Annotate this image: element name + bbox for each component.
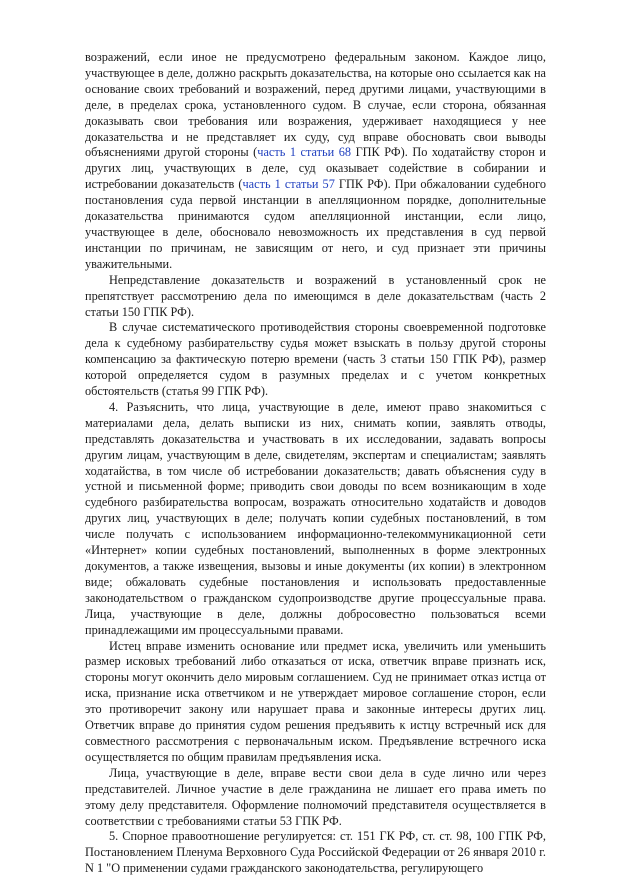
paragraph-legal-basis: 5. Спорное правоотношение регулируется: ст. 151 ГК РФ, ст. ст. 98, 100 ГПК РФ, Постановлением Пленума Верховного Суда Российской Федерации от 26 января 2010 г. N 1 "О применении судами гражданского законодательства, регулирующего — [85, 829, 546, 876]
document-page — [85, 50, 546, 877]
paragraph-representatives: Лица, участвующие в деле, вправе вести свои дела в суде лично или через представителей. Личное участие в деле гражданина не лишает его права иметь по этому делу представителя. Оформление полномочий представителя осуществляется в соответствии с требованиями статьи 53 ГПК РФ. — [85, 765, 546, 828]
paragraph-compensation: В случае систематического противодействия стороны своевременной подготовке дела к судебному разбирательству судья может взыскать в пользу другой стороны компенсацию за фактическую потерю времени (часть 3 статьи 150 ГПК РФ), размер которой определяется судом в разумных пределах и с учетом конкретных обстоятельств (статья 99 ГПК РФ). — [85, 320, 546, 399]
paragraph-text: ГПК РФ). При обжаловании судебного постановления суда первой инстанции в апелляционном порядке, дополнительные доказательства принимаются судом апелляционной инстанции, если лицо, участвующее в деле, обосновало невозможность их представления в суд первой инстанции по причинам, не зависящим от него, и суд признает эти причины уважительными. — [85, 177, 546, 271]
paragraph-non-submission: Непредставление доказательств и возражений в установленный срок не препятствует рассмотрению дела по имеющимся в деле доказательствам (часть 2 статьи 150 ГПК РФ). — [85, 272, 546, 319]
paragraph-evidence-disclosure — [85, 50, 546, 273]
article-57-link[interactable]: часть 1 статьи 57 — [242, 177, 335, 192]
paragraph-claim-changes: Истец вправе изменить основание или предмет иска, увеличить или уменьшить размер исковых требований либо отказаться от иска, ответчик вправе признать иск, стороны могут окончить дело мировым соглашением. Суд не принимает отказ истца от иска, признание иска ответчиком и не утверждает мировое соглашение сторон, если это противоречит закону или нарушает права и законные интересы других лиц. Ответчик вправе до принятия судом решения предъявить к истцу встречный иск для совместного рассмотрения с первоначальным иском. Предъявление встречного иска осуществляется по общим правилам предъявления иска. — [85, 638, 546, 764]
paragraph-text: ГПК РФ). По ходатайству сторон и других лиц, участвующих в деле, суд оказывает содействие в собирании и истребовании доказательств ( — [85, 145, 546, 192]
article-68-link[interactable]: часть 1 статьи 68 — [257, 145, 352, 160]
paragraph-rights: 4. Разъяснить, что лица, участвующие в деле, имеют право знакомиться с материалами дела, делать выписки из них, снимать копии, заявлять отводы, представлять доказательства и участвовать в их исследовании, задавать вопросы другим лицам, участвующим в деле, свидетелям, экспертам и специалистам; заявлять ходатайства, в том числе об истребовании доказательств; давать объяснения суду в устной и письменной форме; приводить свои доводы по всем возникающим в ходе судебного разбирательства вопросам, возражать относительно ходатайств и доводов других лиц, участвующих в деле; получать копии судебных постановлений, в том числе получать с использованием информационно-телекоммуникационной сети «Интернет» копии судебных постановлений, выполненных в форме электронных документов, а также извещения, вызовы и иные документы (их копии) в электронном виде; обжаловать судебные постановления и использовать предоставленные законодательством о гражданском судопроизводстве другие процессуальные права. Лица, участвующие в деле, должны добросовестно пользоваться всеми принадлежащими им процессуальными правами. — [85, 399, 546, 637]
paragraph-text: возражений, если иное не предусмотрено федеральным законом. Каждое лицо, участвующее в деле, должно раскрыть доказательства, на которые оно ссылается как на основание своих требований и возражений, перед другими лицами, участвующими в деле, в пределах срока, установленного судом. В случае, если сторона, обязанная доказывать свои требования или возражения, удерживает находящиеся у нее доказательства и не представляет их суду, суд вправе обосновать свои выводы объяснениями другой стороны ( — [85, 50, 546, 160]
